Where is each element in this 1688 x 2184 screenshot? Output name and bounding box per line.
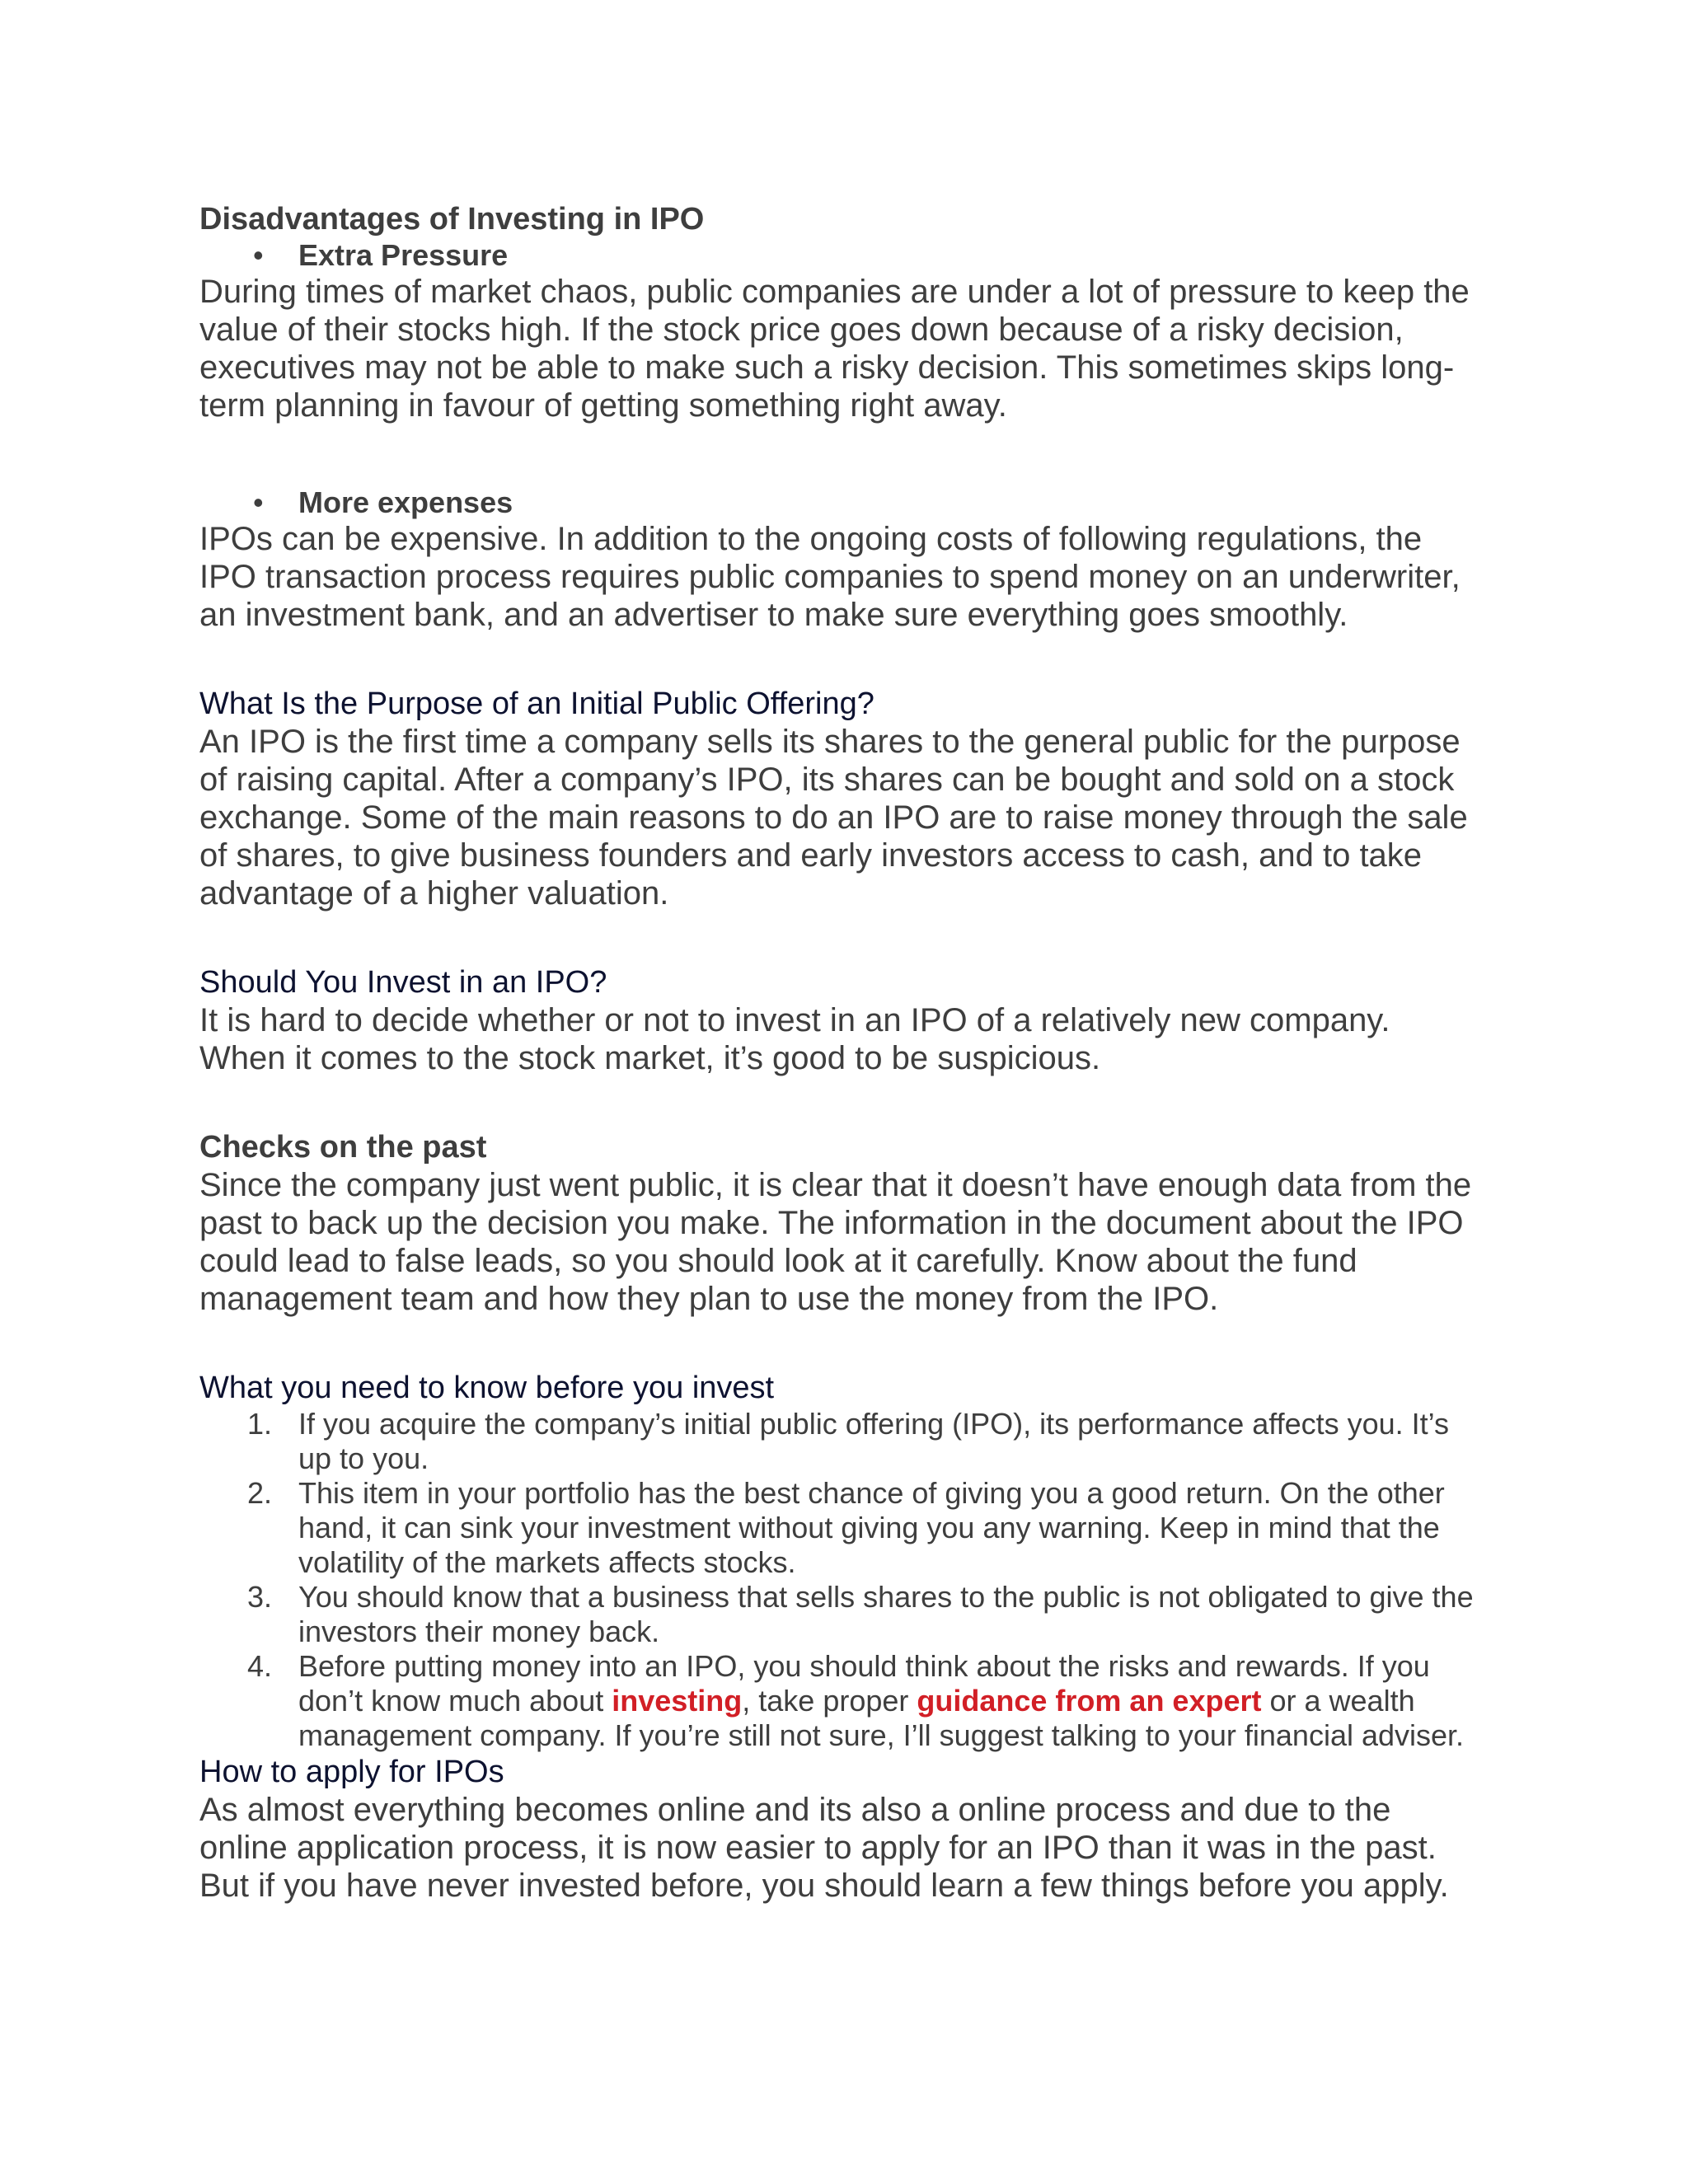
section-heading-should-invest: Should You Invest in an IPO? xyxy=(199,965,607,1000)
list-item xyxy=(199,1407,1485,1476)
bullet-dot-icon: • xyxy=(253,238,264,272)
bullet-label: More expenses xyxy=(298,485,513,519)
section-heading-purpose: What Is the Purpose of an Initial Public Offering? xyxy=(199,687,874,721)
list-item-text-part: Before putting money into an IPO, you should think about the risks and rewards. If you don’t know much about xyxy=(298,1649,1430,1718)
list-number: 2. xyxy=(247,1476,273,1510)
list-item xyxy=(199,1476,1485,1580)
section-heading-disadvantages: Disadvantages of Investing in IPO xyxy=(199,202,705,237)
list-item-text: This item in your portfolio has the best chance of giving you a good return. On the other hand, it can sink your investment without giving you any warning. Keep in mind that the volatility of the markets affects stocks. xyxy=(298,1476,1445,1579)
investing-link[interactable]: investing xyxy=(612,1684,743,1718)
paragraph-more-expenses: IPOs can be expensive. In addition to the ongoing costs of following regulations, the IPO transaction process requires public companies to spend money on an underwriter, an investment bank, and an advertiser to make sure everything goes smoothly. xyxy=(199,521,1461,633)
bullet-more-expenses xyxy=(199,485,1523,520)
section-heading-checks: Checks on the past xyxy=(199,1130,487,1165)
paragraph-extra-pressure: During times of market chaos, public companies are under a lot of pressure to keep the value of their stocks high. If the stock price goes down because of a risky decision, executives may not be able to make such a risky decision. This sometimes skips long-term planning in favour of getting something right away. xyxy=(199,274,1470,424)
paragraph-should-invest: It is hard to decide whether or not to invest in an IPO of a relatively new company. When it comes to the stock market, it’s good to be suspicious. xyxy=(199,1002,1390,1076)
list-number: 4. xyxy=(247,1649,273,1683)
bullet-extra-pressure xyxy=(199,238,1523,273)
paragraph-checks: Since the company just went public, it is clear that it doesn’t have enough data from the past to back up the decision you make. The information in the document about the IPO could lead to false leads, so you should look at it carefully. Know about the fund management team and how they plan to use the money from the IPO. xyxy=(199,1167,1472,1317)
list-item xyxy=(199,1580,1485,1649)
numbered-list xyxy=(199,1407,1485,1753)
section-heading-need-to-know: What you need to know before you invest xyxy=(199,1371,775,1405)
list-number: 1. xyxy=(247,1407,273,1441)
bullet-label: Extra Pressure xyxy=(298,238,509,272)
expert-guidance-link[interactable]: guidance from an expert xyxy=(917,1684,1262,1718)
paragraph-purpose: An IPO is the first time a company sells its shares to the general public for the purpose of raising capital. After a company’s IPO, its shares can be bought and sold on a stock exchange. Some of the main reasons to do an IPO are to raise money through the sale of shares, to give business founders and early investors access to cash, and to take advantage of a higher valuation. xyxy=(199,724,1468,912)
bullet-dot-icon: • xyxy=(253,485,264,519)
list-number: 3. xyxy=(247,1580,273,1614)
list-item xyxy=(199,1649,1485,1753)
list-item-text-part: or a wealth management company. If you’re still not sure, I’ll suggest talking to your financial adviser. xyxy=(298,1684,1465,1752)
list-item-text: You should know that a business that sells shares to the public is not obligated to give the investors their money back. xyxy=(298,1580,1474,1648)
section-heading-how-to-apply: How to apply for IPOs xyxy=(199,1755,504,1789)
list-item-text: If you acquire the company’s initial public offering (IPO), its performance affects you. It’s up to you. xyxy=(298,1407,1450,1475)
paragraph-how-to-apply: As almost everything becomes online and its also a online process and due to the online application process, it is now easier to apply for an IPO than it was in the past. But if you have never invested before, you should learn a few things before you apply. xyxy=(199,1792,1449,1904)
list-item-text-part: , take proper xyxy=(742,1684,917,1718)
